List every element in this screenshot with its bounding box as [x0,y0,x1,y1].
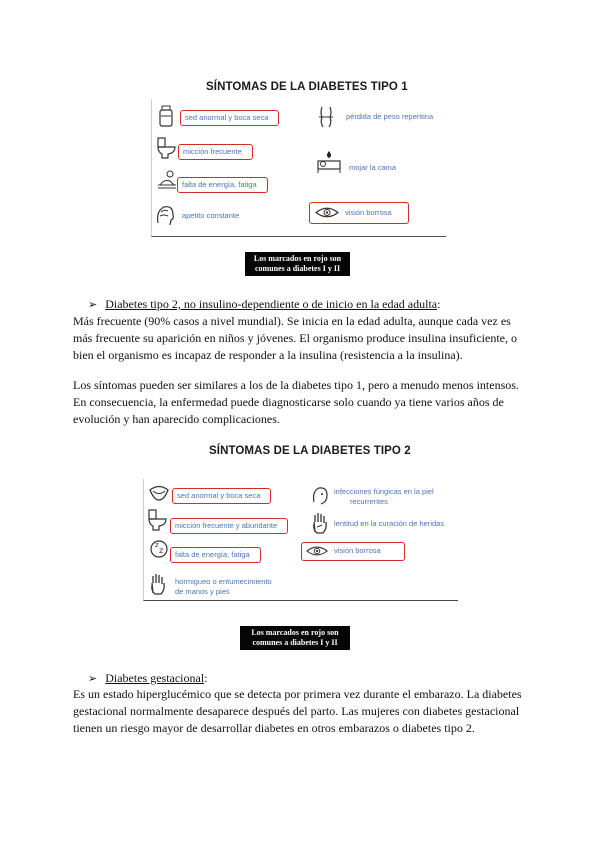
figure1-panel [151,99,446,237]
gestational-paragraph [73,686,533,737]
text-line: bien el organismo es incapaz de responder a la insulina (resistencia a la insulina). [73,348,463,362]
text-line: Más frecuente (90% casos a nivel mundial). Se inicia en la edad adulta, aunque cada vez es [73,314,511,328]
symptom-label: lentitud en la curación de heridas [334,519,445,528]
text-line: tienen un riesgo mayor de desarrollar diabetes en otros embarazos o diabetes tipo 2. [73,721,475,735]
figure1-title: SÍNTOMAS DE LA DIABETES TIPO 1 [206,81,408,93]
symptom-label: hormigueo o entumecimiento [175,577,272,586]
heading-colon: : [437,297,441,311]
figure2-title: SÍNTOMAS DE LA DIABETES TIPO 2 [209,445,411,457]
symptom-label: visión borrosa [345,208,392,217]
symptom-label: apetito constante [182,211,240,220]
eye-icon [306,545,328,557]
gestational-heading-text: Diabetes gestacional [105,671,205,685]
text-line: gestacional normalmente desaparece después del parto. Las mujeres con diabetes gestacional [73,704,520,718]
symptom-label: falta de energía, fatiga [170,547,261,563]
head-icon [154,203,176,227]
text-line: Es un estado hiperglucémico que se detecta por primera vez durante el embarazo. La diabetes [73,687,522,701]
toilet-icon [148,509,168,531]
symptom-label: infecciones fúngicas en la piel [334,487,434,496]
text-line: Los síntomas pueden ser similares a los de la diabetes tipo 1, pero a menudo menos intensos. [73,378,519,392]
symptom-label: sed anormal y boca seca [180,110,279,126]
caption-line: Los marcados en rojo son [253,254,342,263]
toilet-icon [157,137,177,159]
svg-text:z: z [155,541,159,549]
svg-text:z: z [159,546,164,555]
sleep-icon [149,536,169,558]
type2-paragraph-2 [73,377,533,428]
heading-colon: : [204,671,208,685]
caption-line: comunes a diabetes I y II [252,638,338,647]
wound-hand-icon [311,512,329,534]
face-icon [311,485,329,505]
symptom-label: micción frecuente [178,144,253,160]
caption-line: comunes a diabetes I y II [254,264,341,273]
type2-heading [88,297,440,312]
eye-icon [315,206,339,219]
symptom-label: de manos y pies [175,587,230,596]
symptom-label: micción frecuente y abundante [170,518,288,534]
figure2-caption [240,626,350,650]
figure1-caption [245,252,350,276]
symptom-label: mojar la cama [349,163,397,172]
symptom-label: recurrentes [350,497,388,506]
hand-icon [149,573,167,595]
symptom-label: sed anormal y boca seca [172,488,271,504]
type2-heading-text: Diabetes tipo 2, no insulino-dependiente o de inicio en la edad adulta [105,297,438,311]
mouth-icon [148,484,170,502]
text-line: evolución y han aparecido complicaciones. [73,412,280,426]
figure2-panel [143,479,458,601]
symptom-label: falta de energía, fatiga [177,177,268,193]
bullet-arrow-icon: ➢ [88,298,98,311]
fatigue-icon [156,169,178,191]
symptom-label: pérdida de peso repentina [346,112,434,121]
caption-line: Los marcados en rojo son [251,628,339,637]
bottle-icon [159,105,173,127]
gestational-heading [88,671,208,686]
bed-icon [316,149,342,175]
symptom-label: visión borrosa [334,546,381,555]
type2-paragraph-1 [73,313,533,364]
text-line: más frecuente su aparición en niños y jóvenes. El organismo produce insulina insuficiente, o [73,331,517,345]
text-line: En consecuencia, la enfermedad puede diagnosticarse solo cuando ya tiene varios años de [73,395,504,409]
weight-loss-icon [318,105,334,129]
bullet-arrow-icon: ➢ [88,672,98,685]
